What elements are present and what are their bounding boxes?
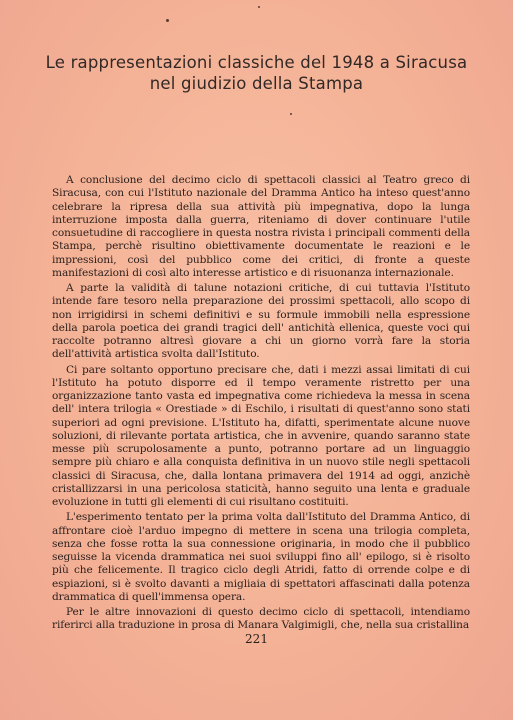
- page-title: [20, 52, 493, 94]
- title-line-2: nel giudizio della Stampa: [149, 74, 364, 93]
- title-line-1: Le rappresentazioni classiche del 1948 a Siracusa: [45, 53, 468, 72]
- paragraph: Ci pare soltanto opportuno precisare che, dati i mezzi assai limitati di cui l'Istituto ha potuto disporre ed il tempo veramente ristretto per una organizzazione tanto vasta ed impegnativa come richiedeva la messa in scena dell' intera trilogia « Orestiade » di Eschilo, i risultati di quest'anno sono stati superiori ad ogni previsione. L'Istituto ha, difatti, sperimentate alcune nuove soluzioni, di rilevante portata artistica, che in avvenire, quando saranno state messe più scrupolosamente a punto, potranno portare ad un linguaggio sempre più chiaro e alla conquista definitiva in un nuovo stile negli spettacoli classici di Siracusa, che, dalla lontana primavera del 1914 ad oggi, anzichè cristallizzarsi in una pericolosa staticità, hanno seguito una lenta e graduale evoluzione in tutti gli elementi di cui risultano costituiti.: [52, 363, 470, 508]
- paper-speck: [290, 113, 292, 115]
- paragraph: Per le altre innovazioni di questo decimo ciclo di spettacoli, intendiamo riferirci alla traduzione in prosa di Manara Valgimigli, che, nella sua cristallina: [52, 606, 470, 632]
- paragraph: L'esperimento tentato per la prima volta dall'Istituto del Dramma Antico, di affrontare cioè l'arduo impegno di mettere in scena una trilogia completa, senza che fosse rotta la sua connessione originaria, in modo che il pubblico seguisse la vicenda drammatica nei suoi sviluppi fino all' epilogo, si è risolto più che felicemente. Il tragico ciclo degli Atridi, fatto di orrende colpe e di espiazioni, si è svolto davanti a migliaia di spettatori affascinati dalla potenza drammatica di quell'immensa opera.: [52, 511, 470, 603]
- paragraph: A parte la validità di talune notazioni critiche, di cui tuttavia l'Istituto intende fare tesoro nella preparazione dei prossimi spettacoli, allo scopo di non irrigidirsi in schemi definitivi e su formule immobili nella espressione della parola poetica dei grandi tragici dell' antichità ellenica, queste voci qui raccolte potranno altresì giovare a chi un giorno vorrà fare la storia dell'attività artistica svolta dall'Istituto.: [52, 282, 470, 361]
- article-body: [52, 174, 470, 635]
- paper-speck: [166, 19, 169, 22]
- page-number: 221: [245, 632, 268, 646]
- paragraph: A conclusione del decimo ciclo di spettacoli classici al Teatro greco di Siracusa, con cui l'Istituto nazionale del Dramma Antico ha inteso quest'anno celebrare la ripresa della sua attività più impegnativa, dopo la lunga interruzione imposta dalla guerra, riteniamo di dover continuare l'utile consuetudine di raccogliere in questa nostra rivista i principali commenti della Stampa, perchè risultino obiettivamente documentate le reazioni e le impressioni, così del pubblico come dei critici, di fronte a queste manifestazioni di così alto interesse artistico e di risuonanza internazionale.: [52, 174, 470, 279]
- paper-speck: [258, 6, 260, 8]
